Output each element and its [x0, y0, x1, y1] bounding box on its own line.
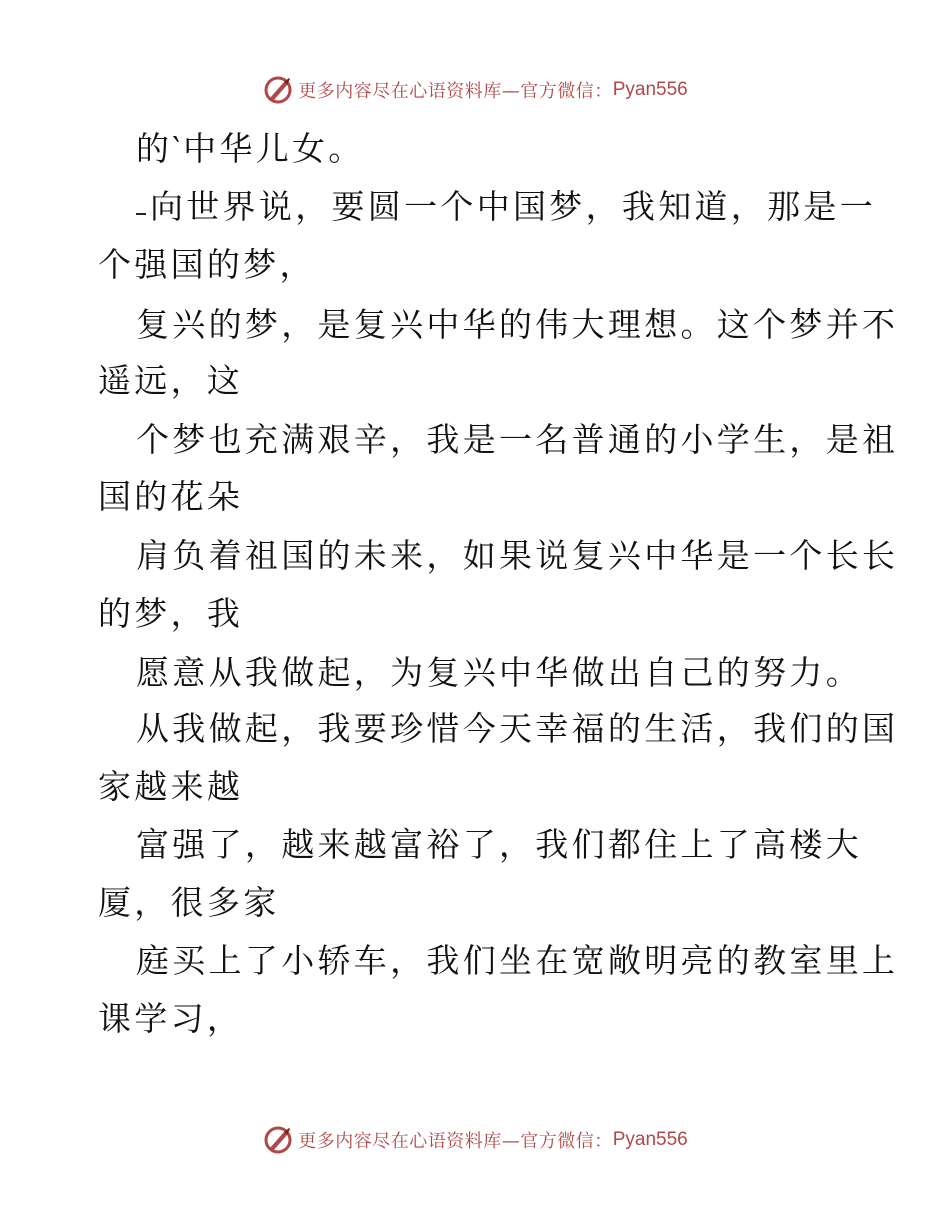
body-line-text: 向世界说，要圆一个中国梦，我知道，那是一 — [150, 187, 876, 226]
watermark-text: 更多内容尽在心语资料库—官方微信： — [298, 1131, 613, 1152]
watermark-banner-top — [0, 70, 950, 110]
body-line: 庭买上了小轿车，我们坐在宽敞明亮的教室里上 — [136, 941, 899, 980]
body-line: 富强了，越来越富裕了，我们都住上了高楼大 — [136, 825, 862, 864]
body-line: 从我做起，我要珍惜今天幸福的生活，我们的国 — [136, 709, 899, 748]
body-line-with-dash — [136, 185, 876, 229]
body-line: 个强国的梦， — [98, 245, 316, 284]
watermark-text: 更多内容尽在心语资料库—官方微信： — [298, 81, 613, 102]
body-line: 的梦，我 — [98, 594, 244, 633]
dash-mark — [136, 213, 146, 215]
watermark-wechat-id: Pyan556 — [612, 79, 688, 100]
body-line: 厦，很多家 — [98, 883, 280, 922]
watermark-banner-bottom — [0, 1120, 950, 1160]
body-line: 复兴的梦，是复兴中华的伟大理想。这个梦并不 — [136, 305, 899, 344]
body-line: 的‵中华儿女。 — [136, 129, 365, 168]
quill-pen-logo-icon — [262, 74, 294, 106]
body-line: 国的花朵 — [98, 477, 244, 516]
body-line: 肩负着祖国的未来，如果说复兴中华是一个长长 — [136, 536, 899, 575]
quill-pen-logo-icon — [262, 1124, 294, 1156]
body-line: 愿意从我做起，为复兴中华做出自己的努力。 — [136, 653, 862, 692]
body-line: 遥远，这 — [98, 361, 244, 400]
body-line: 课学习， — [98, 999, 244, 1038]
body-line: 家越来越 — [98, 767, 244, 806]
watermark-wechat-id: Pyan556 — [612, 1129, 688, 1150]
body-line: 个梦也充满艰辛，我是一名普通的小学生，是祖 — [136, 420, 899, 459]
